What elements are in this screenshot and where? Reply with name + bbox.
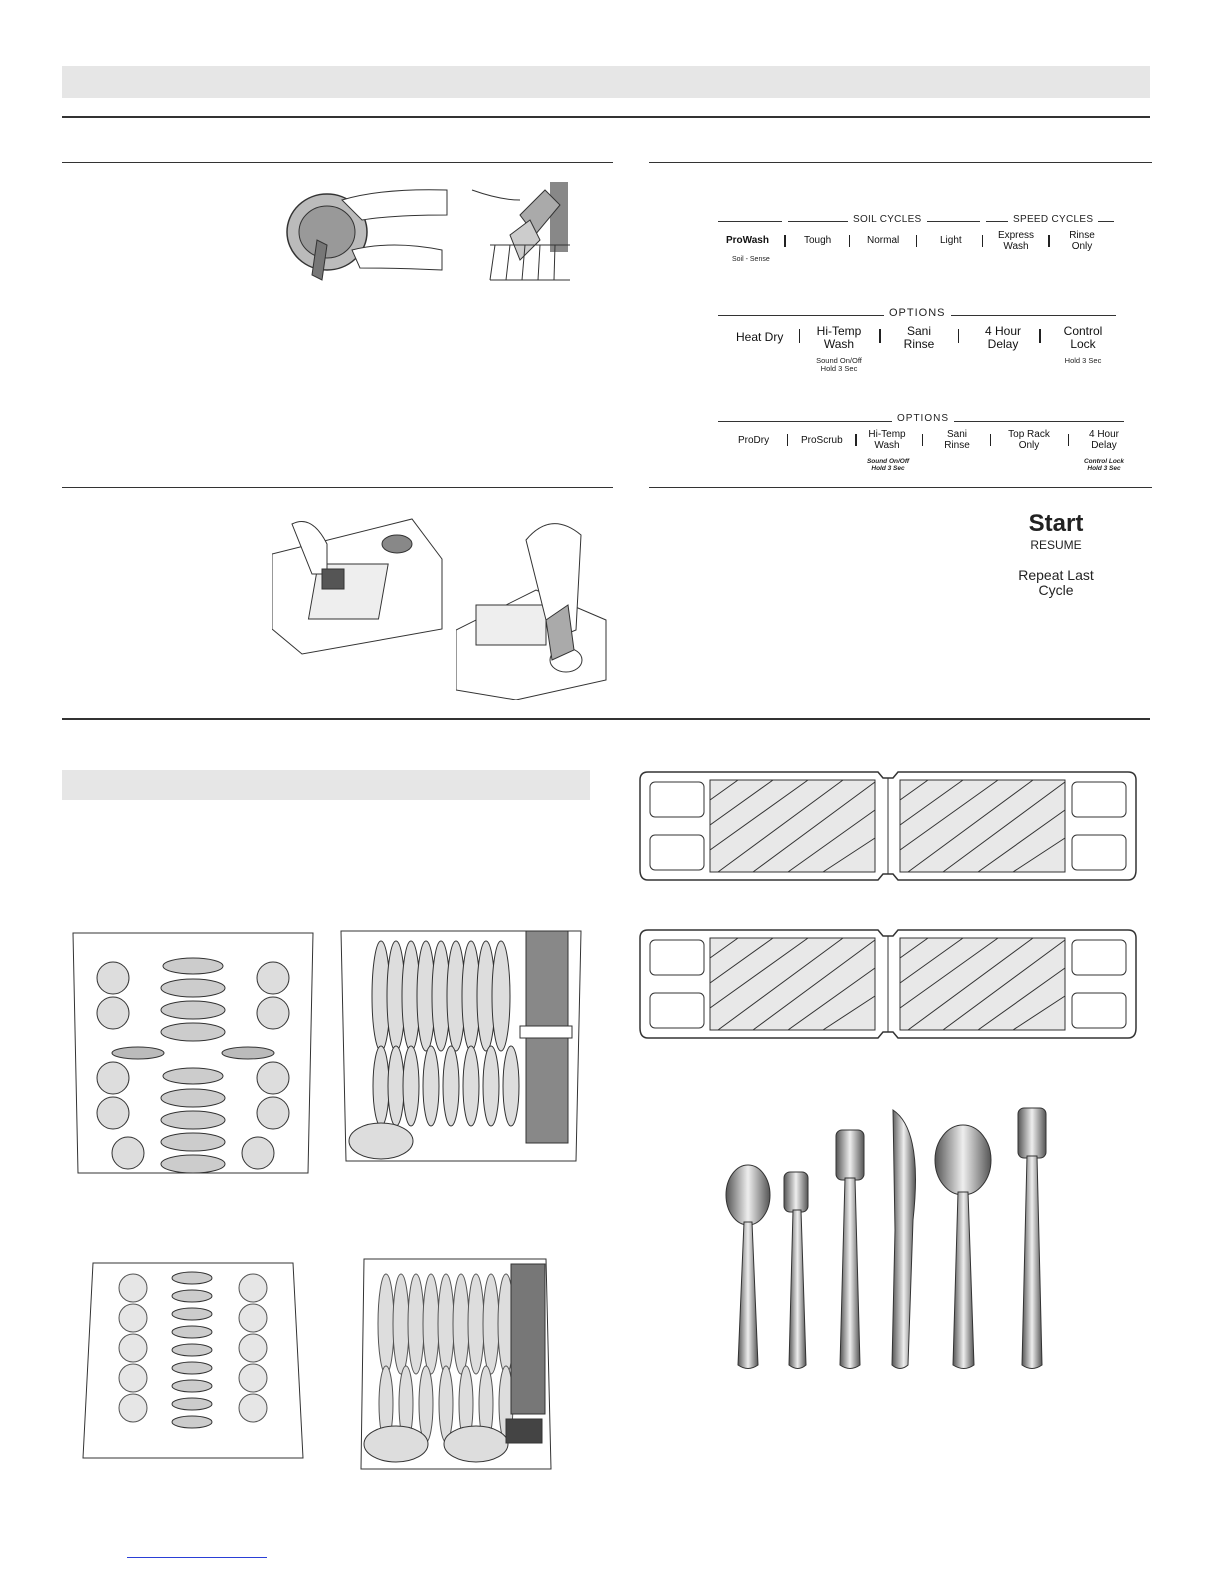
4-hour-delay-button[interactable]: 4 Hour Delay [984,324,1022,351]
silverware-tray-illustration [638,770,1138,882]
silverware-tray-illustration-2 [638,928,1138,1040]
proscrub-button[interactable]: ProScrub [801,435,843,446]
prowash-button[interactable]: ProWash [726,235,769,246]
sound-hold-label-2: Sound On/Off Hold 3 Sec [866,458,910,473]
options-label: OPTIONS [884,307,951,319]
glasses-rack-illustration [470,180,570,282]
repeat-last-cycle-button[interactable]: Repeat Last Cycle [1018,567,1094,599]
right-top-rule [649,162,1152,163]
4-hour-delay-button-2[interactable]: 4 Hour Delay [1088,429,1119,451]
header-band [62,66,1150,98]
sound-hold-label: Sound On/Off Hold 3 Sec [816,356,862,374]
flatware-illustration [718,1100,1058,1375]
scrape-plate-illustration [282,180,452,290]
section-divider [62,718,1150,720]
soil-sense-label: Soil - Sense [732,256,770,263]
lower-rack-illustration-2 [356,1254,586,1482]
separator [787,434,788,446]
separator [784,235,786,247]
prodry-button[interactable]: ProDry [738,435,770,446]
separator [855,434,857,446]
separator [1068,434,1069,446]
loading-band [62,770,590,800]
detergent-dispenser-illustration [272,514,447,659]
upper-rack-illustration-2 [78,1258,306,1466]
control-lock-hold-label: Hold 3 Sec [1064,356,1102,365]
speed-cycles-label: SPEED CYCLES [1008,214,1098,225]
lower-rack-illustration [336,926,586,1168]
header-rule [62,116,1150,118]
left-mid-rule [62,487,613,488]
separator [916,235,917,247]
control-panel-c [718,412,1128,482]
heat-dry-button[interactable]: Heat Dry [736,330,784,344]
control-lock-hold-label-2: Control Lock Hold 3 Sec [1083,458,1125,473]
start-block [1000,512,1112,607]
top-rack-only-button[interactable]: Top Rack Only [1008,429,1050,451]
start-button[interactable] [1000,512,1112,552]
upper-rack-illustration [68,928,318,1188]
tough-button[interactable]: Tough [804,235,832,246]
separator [958,329,959,343]
control-panel-a [718,210,1118,270]
rinse-only-button[interactable]: Rinse Only [1069,230,1095,252]
separator [799,329,800,343]
separator [922,434,923,446]
link-underline [127,1557,267,1558]
hi-temp-wash-button[interactable]: Hi-Temp Wash [816,324,862,351]
light-button[interactable]: Light [940,235,962,246]
separator [1048,235,1050,247]
right-mid-rule [649,487,1152,488]
sani-rinse-button-2[interactable]: Sani Rinse [944,429,970,451]
rinse-aid-illustration [456,510,610,700]
separator [990,434,991,446]
hi-temp-wash-button-2[interactable]: Hi-Temp Wash [868,429,906,451]
sani-rinse-button[interactable]: Sani Rinse [903,324,935,351]
resume-label: RESUME [1030,538,1082,552]
separator [879,329,881,343]
start-title: Start [1028,510,1084,537]
express-wash-button[interactable]: Express Wash [997,230,1035,252]
control-panel-b [718,305,1118,380]
normal-button[interactable]: Normal [867,235,900,246]
soil-cycles-label: SOIL CYCLES [848,214,927,225]
options-label-2: OPTIONS [892,413,954,424]
separator [1039,329,1041,343]
separator [982,235,983,247]
left-top-rule [62,162,613,163]
control-lock-button[interactable]: Control Lock [1063,324,1103,351]
separator [849,235,850,247]
